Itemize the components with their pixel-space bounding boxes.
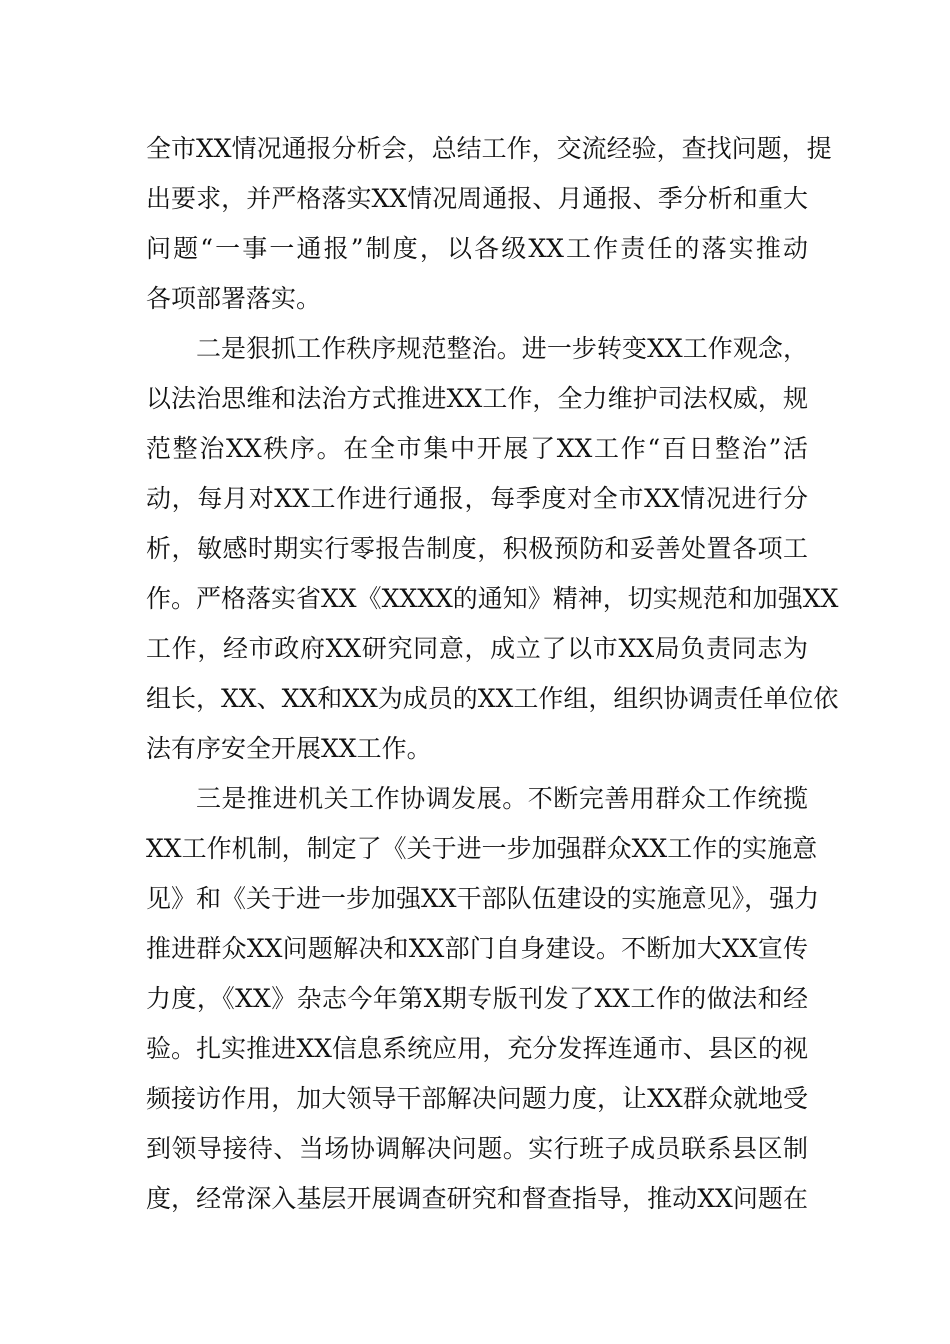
text-line: 析，敏感时期实行零报告制度，积极预防和妥善处置各项工 (146, 534, 808, 563)
document-body (146, 124, 839, 1224)
text-line: 出要求，并严格落实XX情况周通报、月通报、季分析和重大 (146, 184, 808, 213)
text-line: XX工作机制，制定了《关于进一步加强群众XX工作的实施意 (146, 834, 818, 863)
text-line: 全市XX情况通报分析会，总结工作，交流经验，查找问题，提 (146, 134, 832, 163)
text-line: 力度，《XX》杂志今年第X期专版刊发了XX工作的做法和经 (146, 984, 808, 1013)
text-line: 工作，经市政府XX研究同意，成立了以市XX局负责同志为 (146, 634, 808, 663)
text-line: 见》和《关于进一步加强XX干部队伍建设的实施意见》，强力 (146, 884, 820, 913)
text-line: 动，每月对XX工作进行通报，每季度对全市XX情况进行分 (146, 484, 808, 513)
text-line: 二是狠抓工作秩序规范整治。进一步转变XX工作观念， (196, 334, 808, 363)
text-line: 频接访作用，加大领导干部解决问题力度，让XX群众就地受 (146, 1084, 808, 1113)
text-line: 以法治思维和法治方式推进XX工作，全力维护司法权威，规 (146, 384, 808, 413)
text-line: 组长，XX、XX和XX为成员的XX工作组，组织协调责任单位依 (146, 684, 839, 713)
text-line: 各项部署落实。 (146, 284, 322, 313)
text-line: 度，经常深入基层开展调查研究和督查指导，推动XX问题在 (146, 1184, 808, 1213)
text-line: 法有序安全开展XX工作。 (146, 734, 432, 763)
text-line: 范整治XX秩序。在全市集中开展了XX工作“百日整治”活 (146, 434, 808, 463)
text-line: 验。扎实推进XX信息系统应用，充分发挥连通市、县区的视 (146, 1034, 808, 1063)
text-line: 到领导接待、当场协调解决问题。实行班子成员联系县区制 (146, 1134, 808, 1163)
text-line: 推进群众XX问题解决和XX部门自身建设。不断加大XX宣传 (146, 934, 808, 963)
text-line: 作。严格落实省XX《XXXX的通知》精神，切实规范和加强XX (146, 584, 839, 613)
text-line: 问题“一事一通报”制度，以各级XX工作责任的落实推动 (146, 234, 808, 263)
text-line: 三是推进机关工作协调发展。不断完善用群众工作统揽 (196, 784, 808, 813)
